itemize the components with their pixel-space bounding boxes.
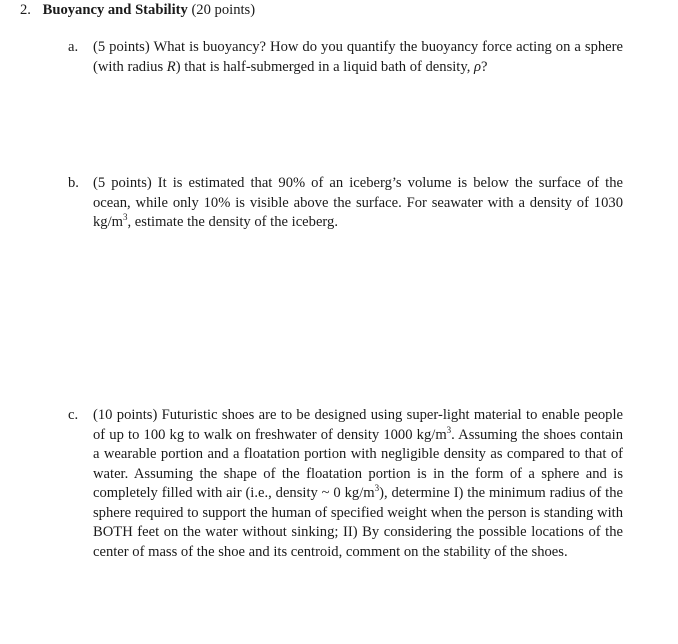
part-b-text-1: (5 points) It is estimated that 90% of an iceberg’s volume is below the surface of the ocean, while only 10% is visible above the surface. For seawater with a density of 1030 kg/m bbox=[93, 175, 623, 230]
part-c-superscript-1: 3 bbox=[446, 424, 452, 435]
part-c-superscript-2: 3 bbox=[374, 483, 380, 493]
part-c-text-3: ), determine I) the minimum radius of the sphere required to support the human of specified weight when the person is standing with BOTH feet on the water without sinking; II) By considering the possible locations of the center of mass of the shoe and its centroid, comment on the stability of the shoes. bbox=[93, 485, 623, 560]
part-c-text bbox=[93, 406, 623, 562]
part-a-label: a. bbox=[68, 39, 79, 55]
part-b-superscript: 3 bbox=[123, 212, 128, 222]
part-b-text-2: , estimate the density of the iceberg. bbox=[127, 214, 338, 230]
part-a-text-3: ? bbox=[481, 58, 488, 75]
question-heading bbox=[20, 1, 255, 19]
part-b-text bbox=[93, 174, 623, 233]
part-a-var-radius: R bbox=[166, 58, 176, 75]
part-c-text-1: (10 points) Futuristic shoes are to be designed using super-light material to enable people of up to 100 kg to walk on freshwater of density 1000 kg/m bbox=[93, 407, 623, 443]
part-a-var-density: ρ bbox=[474, 58, 482, 75]
question-points: (20 points) bbox=[191, 2, 256, 18]
question-title: Buoyancy and Stability bbox=[42, 2, 188, 18]
part-b bbox=[68, 174, 623, 233]
part-a-text-2: ) that is half-submerged in a liquid bath of density, bbox=[175, 58, 475, 75]
part-a-text bbox=[93, 38, 623, 77]
part-c-text-2: . Assuming the shoes contain a wearable portion and a floatation portion with negligible density as compared to that of water. Assuming the shape of the floatation portion is in the form of a sphere and is completely filled with air (i.e., density ~ 0 kg/m bbox=[93, 426, 623, 501]
part-c-label: c. bbox=[68, 407, 79, 423]
part-c bbox=[68, 406, 623, 562]
part-a bbox=[68, 38, 623, 77]
part-b-label: b. bbox=[68, 175, 79, 191]
question-number: 2. bbox=[20, 2, 31, 18]
part-a-text-1: (5 points) What is buoyancy? How do you quantify the buoyancy force acting on a sphere (with radius bbox=[93, 39, 623, 75]
